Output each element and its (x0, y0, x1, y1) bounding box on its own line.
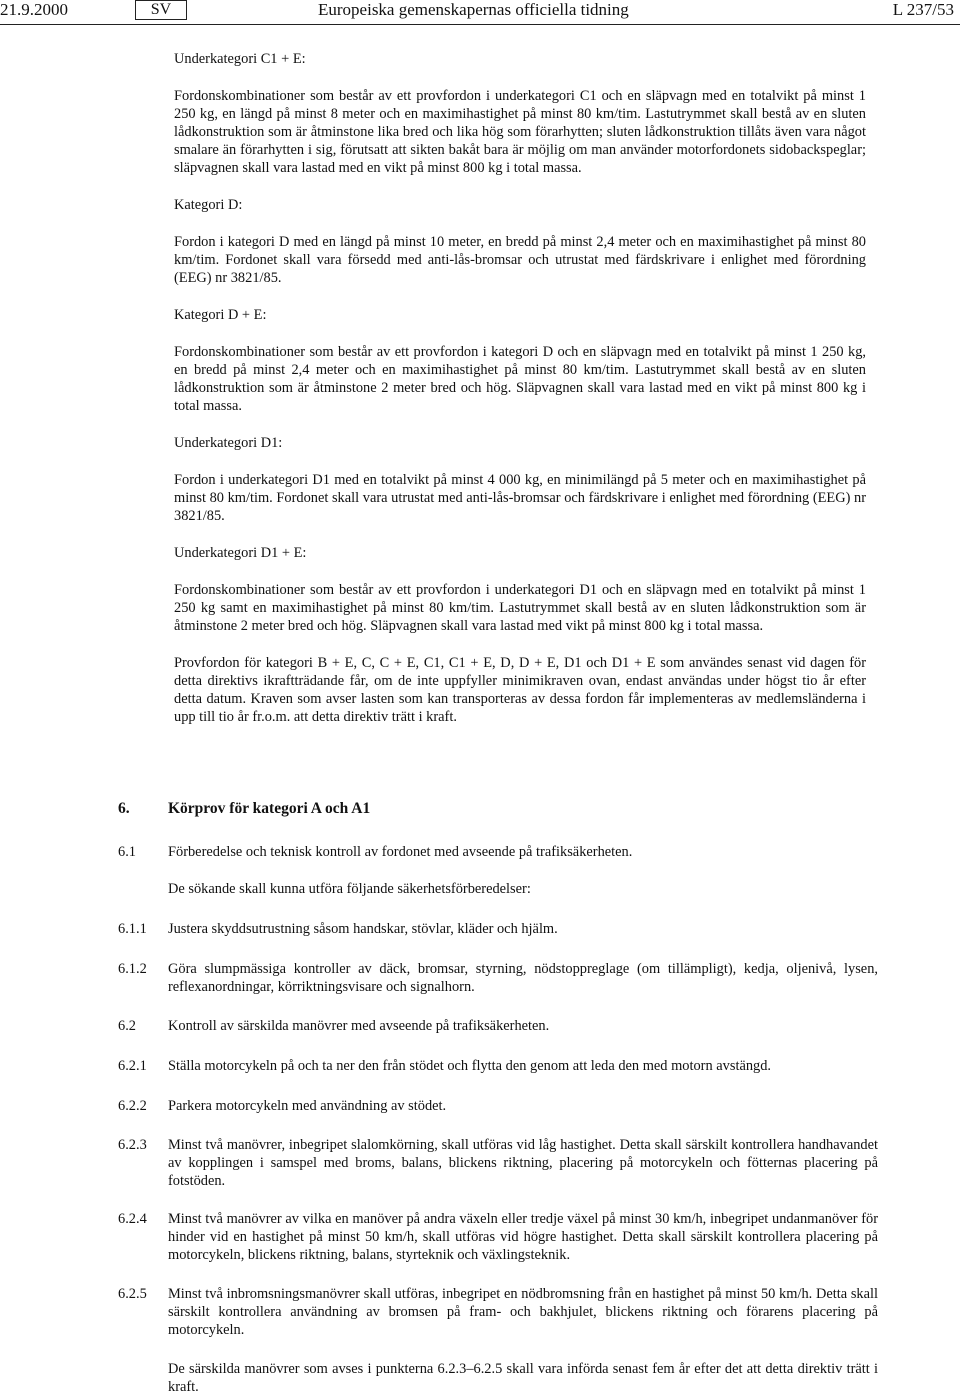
section-number: 6. (118, 800, 130, 817)
section-6-2-4 (118, 1210, 878, 1264)
block-heading: Kategori D: (174, 197, 243, 213)
section-6 (118, 800, 878, 818)
section-number: 6.1.1 (118, 921, 147, 937)
section-6-2-2 (118, 1097, 878, 1115)
section-number: 6.2 (118, 1018, 136, 1034)
section-text: De sökande skall kunna utföra följande säkerhetsförberedelser: (168, 881, 531, 897)
journal-title: Europeiska gemenskapernas officiella tidning (318, 0, 629, 19)
section-number: 6.2.1 (118, 1058, 147, 1074)
category-blocks (174, 50, 866, 726)
language-box: SV (135, 0, 187, 20)
section-number: 6.2.4 (118, 1211, 147, 1227)
section-text: Minst två manövrer, inbegripet slalomkörning, skall utföras vid låg hastighet. Detta skall särskilt kontrollera handhavandet av kopplingen i samspel med broms, balans, blickens riktning, placering på motorcykeln och fötternas placering på fotstöden. (168, 1137, 878, 1189)
section-text: De särskilda manövrer som avses i punkterna 6.2.3–6.2.5 skall vara införda senast fem år efter det att detta direktiv trätt i kraft. (168, 1361, 878, 1395)
section-text: Förberedelse och teknisk kontroll av fordonet med avseende på trafiksäkerheten. (168, 844, 633, 860)
section-text: Minst två inbromsningsmanövrer skall utföras, inbegripet en nödbromsning från en hastighet på minst 50 km/h. Detta skall särskilt kontrollera användning av bromsen på fram- och bakhjulet, blickens riktning och förarens placering på motorcykeln. (168, 1286, 878, 1338)
section-6-1-intro (118, 880, 878, 898)
section-text: Göra slumpmässiga kontroller av däck, bromsar, styrning, nödstoppreglage (om tillämpligt), kedja, oljenivå, lysen, reflexanordningar, körriktningsvisare och signalhorn. (168, 961, 878, 995)
closing-paragraph: Provfordon för kategori B + E, C, C + E, C1, C1 + E, D, D + E, D1 och D1 + E som användes senast vid dagen för detta direktivs ikraftträdande får, om de inte uppfyller minimikraven ovan, endast användas under högst tio år efter detta datum. Kraven som avser lasten som kan transporteras av dessa fordon får implementeras av medlemsländerna i upp till tio år fr.o.m. att detta direktiv trätt i kraft. (174, 655, 866, 725)
section-text: Parkera motorcykeln med användning av stödet. (168, 1098, 447, 1114)
section-6-1 (118, 843, 878, 861)
page-number: L 237/53 (892, 0, 954, 19)
section-6-2-1 (118, 1057, 878, 1075)
section-text: Minst två manövrer av vilka en manöver på andra växeln eller tredje växel på minst 30 km/h, inbegripet undanmanöver för hinder vid en hastighet på minst 50 km/h, skall utföras vid högre hastighet. Detta skall särskilt kontrollera placering på motorcykeln, blickens riktning, balans, styrteknik och växlingsteknik. (168, 1211, 878, 1263)
block-text: Fordon i underkategori D1 med en totalvikt på minst 4 000 kg, en minimilängd på 5 meter och en maximihastighet på minst 80 km/tim. Fordonet skall vara utrustat med anti-lås-bromsar och färdskrivare i enlighet med förordning (EEG) nr 3821/85. (174, 472, 866, 524)
section-6-2 (118, 1017, 878, 1035)
block-heading: Underkategori C1 + E: (174, 51, 306, 67)
section-number: 6.2.2 (118, 1098, 147, 1114)
section-6-2-5 (118, 1285, 878, 1339)
section-number: 6.2.5 (118, 1286, 147, 1302)
block-heading: Underkategori D1 + E: (174, 545, 307, 561)
block-text: Fordonskombinationer som består av ett provfordon i underkategori C1 och en släpvagn med en totalvikt på minst 1 250 kg, en längd på minst 8 meter och en maximihastighet på minst 80 km/tim. Lastutrymmet skall bestå av en sluten lådkonstruktion som är åtminstone lika bred och lika hög som förarhytten; sluten lådkonstruktion tillåts även vara något smalare än förarhytten i sig, förutsatt att sikten bakåt bara är möjlig om man använder motorfordonets sidobackspeglar; släpvagnen skall vara lastad med en vikt på minst 800 kg i total massa. (174, 88, 866, 176)
block-heading: Underkategori D1: (174, 435, 283, 451)
section-6-1-2 (118, 960, 878, 996)
section-title: Körprov för kategori A och A1 (168, 800, 371, 817)
block-heading: Kategori D + E: (174, 307, 267, 323)
section-6-2-note (118, 1360, 878, 1396)
publication-date: 21.9.2000 (0, 0, 68, 19)
section-text: Ställa motorcykeln på och ta ner den från stödet och flytta den genom att leda den med motorn avstängd. (168, 1058, 772, 1074)
block-text: Fordon i kategori D med en längd på minst 10 meter, en bredd på minst 2,4 meter och en maximihastighet på minst 80 km/tim. Fordonet skall vara försedd med anti-lås-bromsar och utrustat med färdskrivare i enlighet med förordning (EEG) nr 3821/85. (174, 234, 866, 286)
header-rule (0, 24, 960, 25)
section-6-2-3 (118, 1136, 878, 1190)
section-number: 6.1.2 (118, 961, 147, 977)
block-text: Fordonskombinationer som består av ett provfordon i underkategori D1 och en släpvagn med en totalvikt på minst 1 250 kg samt en maximihastighet på minst 80 km/tim. Lastutrymmet skall bestå av en sluten lådkonstruktion som är åtminstone 2 meter bred och hög. Släpvagnen skall vara lastad med vikt på minst 800 kg i total massa. (174, 582, 866, 634)
section-text: Kontroll av särskilda manövrer med avseende på trafiksäkerheten. (168, 1018, 550, 1034)
block-text: Fordonskombinationer som består av ett provfordon i kategori D och en släpvagn med en totalvikt på minst 1 250 kg, en bredd på minst 2,4 meter och en maximihastighet på minst 80 km/tim. Lastutrymmet skall bestå av en sluten lådkonstruktion som är åtminstone 2 meter bred och hög. Släpvagnen skall vara lastad med en vikt på minst 800 kg i total massa. (174, 344, 866, 414)
section-number: 6.1 (118, 844, 136, 860)
section-number: 6.2.3 (118, 1137, 147, 1153)
section-text: Justera skyddsutrustning såsom handskar, stövlar, kläder och hjälm. (168, 921, 558, 937)
page-header (0, 0, 960, 22)
section-6-1-1 (118, 920, 878, 938)
